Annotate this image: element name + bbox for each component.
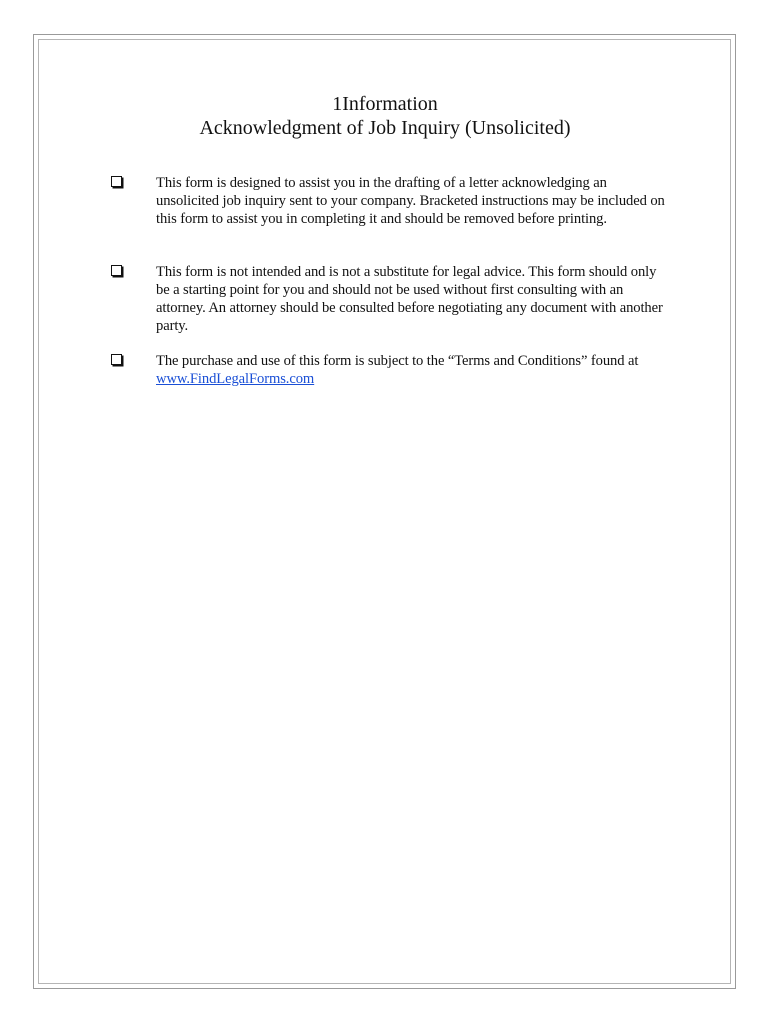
- findlegalforms-link[interactable]: www.FindLegalForms.com: [156, 371, 315, 387]
- checkbox-icon: [111, 265, 122, 276]
- checkbox-icon: [111, 354, 122, 365]
- document-title: 1Information: [332, 93, 438, 115]
- list-item-text: This form is designed to assist you in the drafting of a letter acknowledging an unsolicited job inquiry sent to your company. Bracketed instructions may be included on this form to assist you in completing it and should be removed before printing.: [156, 175, 665, 227]
- terms-text: The purchase and use of this form is subject to the “Terms and Conditions” found at: [156, 353, 639, 369]
- document-subtitle: Acknowledgment of Job Inquiry (Unsolicited): [199, 117, 571, 139]
- list-item-text: This form is not intended and is not a substitute for legal advice. This form should only be a starting point for you and should not be used without first consulting with an attorney. An attorney should be consulted before negotiating any document with another party.: [156, 264, 663, 334]
- list-item-text: [156, 352, 666, 388]
- checkbox-icon: [111, 176, 122, 187]
